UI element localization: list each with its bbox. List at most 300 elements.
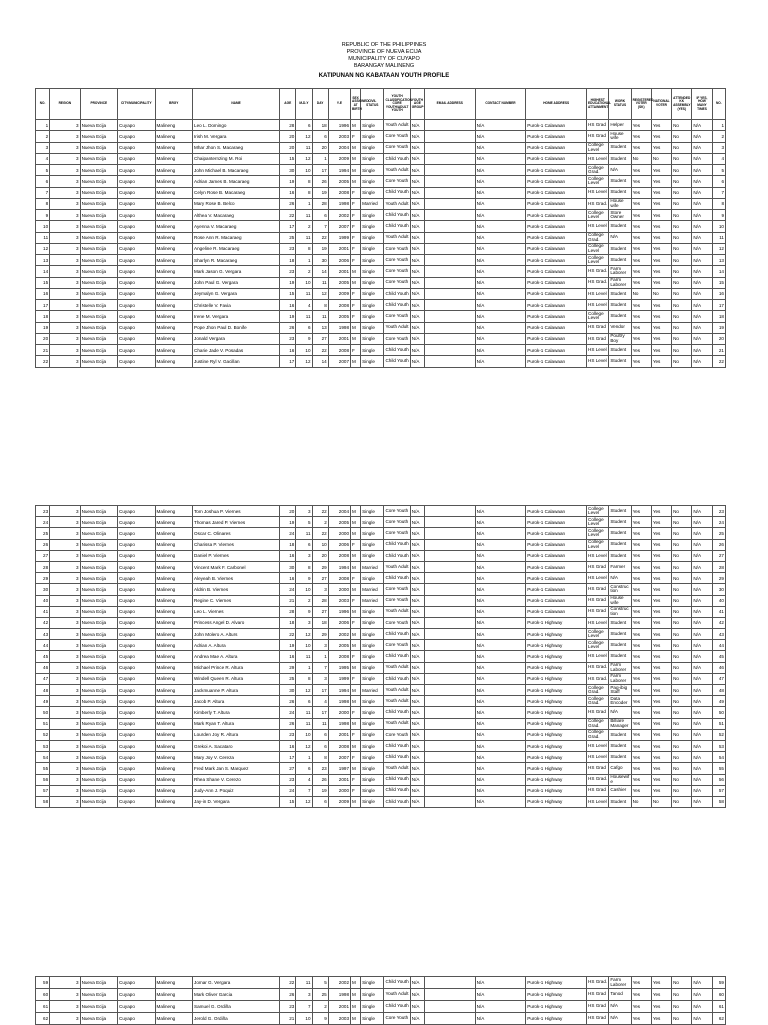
- cell-year: 2007: [328, 752, 350, 763]
- cell-contact: N/A: [475, 539, 526, 550]
- cell-attended: No: [672, 322, 692, 333]
- cell-contact: N/A: [475, 198, 526, 209]
- cell-age-group: N/A: [410, 662, 424, 673]
- cell-nat-voter: Yes: [651, 752, 671, 763]
- cell-age: 21: [280, 595, 296, 606]
- cell-year: 1999: [328, 232, 350, 243]
- cell-no-2: 49: [712, 696, 725, 707]
- table-row: [36, 774, 726, 785]
- cell-year: 2001: [328, 729, 350, 740]
- cell-home: Purok-1 Highway: [526, 707, 587, 718]
- cell-day: 26: [312, 176, 328, 187]
- table-row: [36, 977, 726, 989]
- cell-age: 20: [280, 142, 296, 153]
- cell-month: 12: [296, 131, 312, 142]
- cell-day: 22: [312, 345, 328, 356]
- cell-no: 29: [36, 573, 50, 584]
- cell-sex: M: [351, 322, 361, 333]
- cell-email: [424, 142, 475, 153]
- cell-contact: N/A: [475, 210, 526, 221]
- cell-civil: Single: [361, 977, 384, 989]
- cell-no: 57: [36, 785, 50, 796]
- cell-education: HS Grad: [587, 989, 609, 1001]
- cell-email: [424, 550, 475, 561]
- cell-nat-voter: Yes: [651, 977, 671, 989]
- cell-attended: No: [672, 561, 692, 572]
- cell-name: Vincent Mark F. Carbonel: [193, 561, 280, 572]
- cell-times: N/A: [692, 977, 712, 989]
- cell-contact: N/A: [475, 153, 526, 164]
- cell-civil: Married: [361, 685, 384, 696]
- cell-year: 2001: [328, 243, 350, 254]
- cell-sk-voter: Yes: [631, 673, 651, 684]
- cell-province: Nueva Ecija: [80, 595, 117, 606]
- cell-sk-voter: Yes: [631, 131, 651, 142]
- cell-age: 16: [280, 573, 296, 584]
- cell-education: HS Grad.: [587, 774, 609, 785]
- col-nat-voter: NATIONAL VOTER: [651, 89, 671, 120]
- col-year: Y-E: [328, 89, 350, 120]
- cell-nat-voter: Yes: [651, 528, 671, 539]
- cell-no: 49: [36, 696, 50, 707]
- cell-education: College Level: [587, 210, 609, 221]
- table-row: [36, 131, 726, 142]
- cell-attended: No: [672, 595, 692, 606]
- cell-nat-voter: Yes: [651, 595, 671, 606]
- cell-youth-class: Child Youth: [384, 550, 410, 561]
- header-line-3: MUNICIPALITY OF CUYAPO: [348, 56, 420, 62]
- cell-times: N/A: [692, 640, 712, 651]
- cell-region: 3: [50, 1001, 80, 1013]
- cell-province: Nueva Ecija: [80, 977, 117, 989]
- cell-home: Purok-1 Highway: [526, 629, 587, 640]
- cell-civil: Single: [361, 774, 384, 785]
- cell-home: Purok-1 Calawaan: [526, 595, 587, 606]
- cell-work: N/A: [609, 1013, 631, 1025]
- cell-youth-class: Youth Adult: [384, 763, 410, 774]
- cell-day: 8: [312, 752, 328, 763]
- cell-youth-class: Core Youth: [384, 311, 410, 322]
- cell-work: Student: [609, 243, 631, 254]
- cell-work: N/A: [609, 232, 631, 243]
- cell-nat-voter: Yes: [651, 142, 671, 153]
- cell-no-2: 61: [712, 1001, 725, 1013]
- cell-youth-class: Child Youth: [384, 707, 410, 718]
- cell-sk-voter: Yes: [631, 120, 651, 131]
- cell-times: N/A: [692, 153, 712, 164]
- cell-attended: No: [672, 718, 692, 729]
- cell-times: N/A: [692, 796, 712, 807]
- cell-sex: F: [351, 187, 361, 198]
- cell-age-group: N/A: [410, 1013, 424, 1025]
- cell-youth-class: Child Youth: [384, 673, 410, 684]
- cell-province: Nueva Ecija: [80, 300, 117, 311]
- cell-month: 4: [296, 300, 312, 311]
- cell-home: Purok-1 Calawaan: [526, 266, 587, 277]
- cell-city: Cuyapo: [118, 187, 155, 198]
- cell-sex: M: [351, 506, 361, 517]
- cell-sk-voter: Yes: [631, 528, 651, 539]
- cell-name: Jackmuanne P. Altura: [193, 685, 280, 696]
- cell-home: Purok-1 Highway: [526, 640, 587, 651]
- cell-civil: Single: [361, 131, 384, 142]
- cell-age-group: N/A: [410, 153, 424, 164]
- cell-sex: F: [351, 311, 361, 322]
- cell-attended: No: [672, 696, 692, 707]
- cell-no-2: 29: [712, 573, 725, 584]
- cell-year: 1998: [328, 989, 350, 1001]
- cell-youth-class: Youth Adult: [384, 696, 410, 707]
- cell-civil: Single: [361, 345, 384, 356]
- cell-email: [424, 595, 475, 606]
- cell-month: 12: [296, 740, 312, 751]
- cell-region: 3: [50, 595, 80, 606]
- cell-email: [424, 165, 475, 176]
- cell-city: Cuyapo: [118, 300, 155, 311]
- cell-attended: No: [672, 356, 692, 367]
- cell-times: N/A: [692, 243, 712, 254]
- cell-sk-voter: Yes: [631, 277, 651, 288]
- cell-day: 3: [312, 640, 328, 651]
- cell-age-group: N/A: [410, 142, 424, 153]
- table-row: [36, 232, 726, 243]
- cell-day: 2: [312, 517, 328, 528]
- cell-city: Cuyapo: [118, 176, 155, 187]
- table-row: [36, 1001, 726, 1013]
- cell-barangay: Malineng: [155, 774, 192, 785]
- cell-work: Student: [609, 729, 631, 740]
- cell-contact: N/A: [475, 356, 526, 367]
- cell-day: 12: [312, 288, 328, 299]
- cell-home: Purok-1 Calawaan: [526, 584, 587, 595]
- cell-civil: Single: [361, 176, 384, 187]
- cell-youth-class: Core Youth: [384, 142, 410, 153]
- cell-no: 8: [36, 198, 50, 209]
- cell-city: Cuyapo: [118, 796, 155, 807]
- cell-no-2: 53: [712, 740, 725, 751]
- cell-work: Student: [609, 288, 631, 299]
- cell-month: 10: [296, 1013, 312, 1025]
- header-line-2: PROVINCE OF NUEVA ECIJA: [346, 49, 422, 55]
- cell-work: Tanod: [609, 989, 631, 1001]
- cell-barangay: Malineng: [155, 311, 192, 322]
- cell-education: HS Level: [587, 752, 609, 763]
- cell-contact: N/A: [475, 165, 526, 176]
- cell-education: HS Level: [587, 300, 609, 311]
- col-day: DAY: [312, 89, 328, 120]
- cell-contact: N/A: [475, 662, 526, 673]
- cell-sex: M: [351, 740, 361, 751]
- cell-education: College Level: [587, 528, 609, 539]
- cell-email: [424, 752, 475, 763]
- cell-civil: Single: [361, 210, 384, 221]
- cell-month: 11: [296, 528, 312, 539]
- cell-year: 2007: [328, 221, 350, 232]
- cell-no: 6: [36, 176, 50, 187]
- cell-contact: N/A: [475, 718, 526, 729]
- cell-no-2: 21: [712, 345, 725, 356]
- cell-barangay: Malineng: [155, 517, 192, 528]
- cell-name: Regine C. Viernes: [193, 595, 280, 606]
- cell-times: N/A: [692, 752, 712, 763]
- cell-sk-voter: Yes: [631, 651, 651, 662]
- cell-nat-voter: Yes: [651, 685, 671, 696]
- cell-day: 14: [312, 356, 328, 367]
- cell-age-group: N/A: [410, 539, 424, 550]
- cell-no-2: 2: [712, 131, 725, 142]
- cell-age-group: N/A: [410, 651, 424, 662]
- cell-work: House wife: [609, 595, 631, 606]
- cell-name: Mark Jason G. Vergara: [193, 266, 280, 277]
- cell-name: Chaipanternzing M. Roi: [193, 153, 280, 164]
- cell-civil: Married: [361, 561, 384, 572]
- cell-attended: No: [672, 729, 692, 740]
- cell-no: 15: [36, 277, 50, 288]
- table-row: [36, 640, 726, 651]
- cell-times: N/A: [692, 617, 712, 628]
- cell-times: N/A: [692, 356, 712, 367]
- cell-sk-voter: Yes: [631, 517, 651, 528]
- cell-barangay: Malineng: [155, 142, 192, 153]
- cell-day: 27: [312, 606, 328, 617]
- cell-year: 1994: [328, 685, 350, 696]
- cell-attended: No: [672, 550, 692, 561]
- cell-day: 23: [312, 763, 328, 774]
- cell-age-group: N/A: [410, 517, 424, 528]
- cell-civil: Single: [361, 729, 384, 740]
- table-row: [36, 255, 726, 266]
- cell-day: 1: [312, 651, 328, 662]
- cell-sex: F: [351, 617, 361, 628]
- cell-name: John Paul G. Vergara: [193, 277, 280, 288]
- cell-age-group: N/A: [410, 584, 424, 595]
- cell-day: 1: [312, 153, 328, 164]
- cell-name: Jomar G. Vergara: [193, 977, 280, 989]
- cell-region: 3: [50, 288, 80, 299]
- cell-work: Cafgo: [609, 763, 631, 774]
- cell-name: Jay-in D. Vergara: [193, 796, 280, 807]
- cell-no-2: 24: [712, 517, 725, 528]
- cell-barangay: Malineng: [155, 606, 192, 617]
- cell-age: 16: [280, 550, 296, 561]
- cell-region: 3: [50, 266, 80, 277]
- cell-contact: N/A: [475, 528, 526, 539]
- cell-nat-voter: Yes: [651, 243, 671, 254]
- table-row: [36, 707, 726, 718]
- cell-age-group: N/A: [410, 356, 424, 367]
- cell-age-group: N/A: [410, 333, 424, 344]
- cell-times: N/A: [692, 584, 712, 595]
- cell-barangay: Malineng: [155, 198, 192, 209]
- cell-name: Windell Queen R. Altura: [193, 673, 280, 684]
- cell-civil: Single: [361, 232, 384, 243]
- table-row: [36, 120, 726, 131]
- cell-age-group: N/A: [410, 198, 424, 209]
- cell-month: 12: [296, 685, 312, 696]
- cell-month: 10: [296, 277, 312, 288]
- cell-civil: Single: [361, 673, 384, 684]
- cell-sex: M: [351, 662, 361, 673]
- cell-contact: N/A: [475, 640, 526, 651]
- cell-month: 11: [296, 232, 312, 243]
- col-youth-class: YOUTH CLASSIFICATION CORE YOUTH/ADULT YOUTH: [384, 89, 410, 120]
- cell-education: HS Grad: [587, 707, 609, 718]
- header-line-1: REPUBLIC OF THE PHILIPPINES: [341, 42, 427, 48]
- cell-education: HS Grad: [587, 1013, 609, 1025]
- cell-home: Purok-1 Highway: [526, 1001, 587, 1013]
- table-row: [36, 345, 726, 356]
- cell-region: 3: [50, 322, 80, 333]
- cell-nat-voter: Yes: [651, 989, 671, 1001]
- cell-education: College Level: [587, 506, 609, 517]
- cell-youth-class: Youth Adult: [384, 561, 410, 572]
- cell-month: 11: [296, 288, 312, 299]
- cell-email: [424, 198, 475, 209]
- cell-year: 2000: [328, 528, 350, 539]
- cell-sk-voter: Yes: [631, 311, 651, 322]
- cell-age-group: N/A: [410, 311, 424, 322]
- cell-nat-voter: Yes: [651, 550, 671, 561]
- cell-youth-class: Core Youth: [384, 176, 410, 187]
- cell-month: 10: [296, 165, 312, 176]
- cell-city: Cuyapo: [118, 210, 155, 221]
- cell-no-2: 10: [712, 221, 725, 232]
- cell-region: 3: [50, 232, 80, 243]
- cell-no: 21: [36, 345, 50, 356]
- cell-region: 3: [50, 561, 80, 572]
- cell-month: 10: [296, 729, 312, 740]
- cell-province: Nueva Ecija: [80, 740, 117, 751]
- cell-year: 1998: [328, 718, 350, 729]
- cell-sk-voter: Yes: [631, 345, 651, 356]
- cell-sex: F: [351, 729, 361, 740]
- cell-education: HS Grad: [587, 763, 609, 774]
- cell-civil: Single: [361, 300, 384, 311]
- cell-nat-voter: No: [651, 153, 671, 164]
- cell-sk-voter: Yes: [631, 539, 651, 550]
- cell-city: Cuyapo: [118, 785, 155, 796]
- cell-work: N/A: [609, 573, 631, 584]
- cell-work: Student: [609, 221, 631, 232]
- cell-age: 25: [280, 673, 296, 684]
- cell-home: Purok-1 Highway: [526, 729, 587, 740]
- cell-sex: M: [351, 977, 361, 989]
- cell-civil: Single: [361, 606, 384, 617]
- cell-email: [424, 356, 475, 367]
- cell-age-group: N/A: [410, 243, 424, 254]
- cell-times: N/A: [692, 774, 712, 785]
- cell-year: 2008: [328, 187, 350, 198]
- cell-sk-voter: Yes: [631, 232, 651, 243]
- cell-home: Purok-1 Calawaan: [526, 506, 587, 517]
- cell-nat-voter: Yes: [651, 584, 671, 595]
- cell-barangay: Malineng: [155, 120, 192, 131]
- cell-barangay: Malineng: [155, 989, 192, 1001]
- cell-email: [424, 539, 475, 550]
- cell-age: 19: [280, 640, 296, 651]
- cell-work: Farm Laborer: [609, 277, 631, 288]
- cell-email: [424, 120, 475, 131]
- cell-province: Nueva Ecija: [80, 322, 117, 333]
- cell-name: Leo L. Domingo: [193, 120, 280, 131]
- cell-month: 6: [296, 539, 312, 550]
- cell-province: Nueva Ecija: [80, 573, 117, 584]
- cell-contact: N/A: [475, 752, 526, 763]
- cell-city: Cuyapo: [118, 989, 155, 1001]
- cell-work: Student: [609, 356, 631, 367]
- cell-no-2: 4: [712, 153, 725, 164]
- cell-contact: N/A: [475, 550, 526, 561]
- youth-profile-table-3: [35, 976, 726, 1025]
- cell-sex: M: [351, 584, 361, 595]
- cell-email: [424, 977, 475, 989]
- document-title: KATIPUNAN NG KABATAAN YOUTH PROFILE: [318, 73, 450, 79]
- cell-nat-voter: Yes: [651, 617, 671, 628]
- cell-year: 1998: [328, 322, 350, 333]
- cell-day: 25: [312, 989, 328, 1001]
- cell-home: Purok-1 Calawaan: [526, 333, 587, 344]
- cell-barangay: Malineng: [155, 707, 192, 718]
- cell-age-group: N/A: [410, 685, 424, 696]
- cell-work: Student: [609, 153, 631, 164]
- cell-sk-voter: Yes: [631, 685, 651, 696]
- cell-province: Nueva Ecija: [80, 153, 117, 164]
- cell-month: 6: [296, 763, 312, 774]
- cell-work: Student: [609, 187, 631, 198]
- cell-age: 23: [280, 333, 296, 344]
- cell-age-group: N/A: [410, 606, 424, 617]
- cell-sex: F: [351, 300, 361, 311]
- cell-civil: Single: [361, 120, 384, 131]
- cell-contact: N/A: [475, 266, 526, 277]
- cell-sex: M: [351, 718, 361, 729]
- table-row: [36, 539, 726, 550]
- cell-city: Cuyapo: [118, 662, 155, 673]
- cell-no-2: 28: [712, 561, 725, 572]
- cell-home: Purok-1 Highway: [526, 651, 587, 662]
- cell-province: Nueva Ecija: [80, 550, 117, 561]
- cell-year: 2009: [328, 288, 350, 299]
- cell-day: 27: [312, 573, 328, 584]
- cell-year: 2007: [328, 356, 350, 367]
- cell-barangay: Malineng: [155, 1001, 192, 1013]
- cell-day: 6: [312, 210, 328, 221]
- cell-email: [424, 131, 475, 142]
- cell-nat-voter: Yes: [651, 277, 671, 288]
- cell-year: 1994: [328, 165, 350, 176]
- cell-sk-voter: Yes: [631, 785, 651, 796]
- cell-province: Nueva Ecija: [80, 243, 117, 254]
- cell-no-2: 14: [712, 266, 725, 277]
- table-row: [36, 142, 726, 153]
- document-header: [0, 42, 768, 80]
- cell-contact: N/A: [475, 696, 526, 707]
- cell-no-2: 17: [712, 300, 725, 311]
- cell-name: Thomas Jared P. Viernes: [193, 517, 280, 528]
- cell-day: 30: [312, 255, 328, 266]
- cell-age-group: N/A: [410, 345, 424, 356]
- cell-youth-class: Child Youth: [384, 187, 410, 198]
- cell-no: 40: [36, 595, 50, 606]
- cell-civil: Single: [361, 288, 384, 299]
- cell-education: HS Grad: [587, 606, 609, 617]
- table-row: [36, 989, 726, 1001]
- cell-work: Student: [609, 528, 631, 539]
- cell-email: [424, 1001, 475, 1013]
- cell-name: Jacob P. Altura: [193, 696, 280, 707]
- cell-city: Cuyapo: [118, 707, 155, 718]
- cell-no-2: 6: [712, 176, 725, 187]
